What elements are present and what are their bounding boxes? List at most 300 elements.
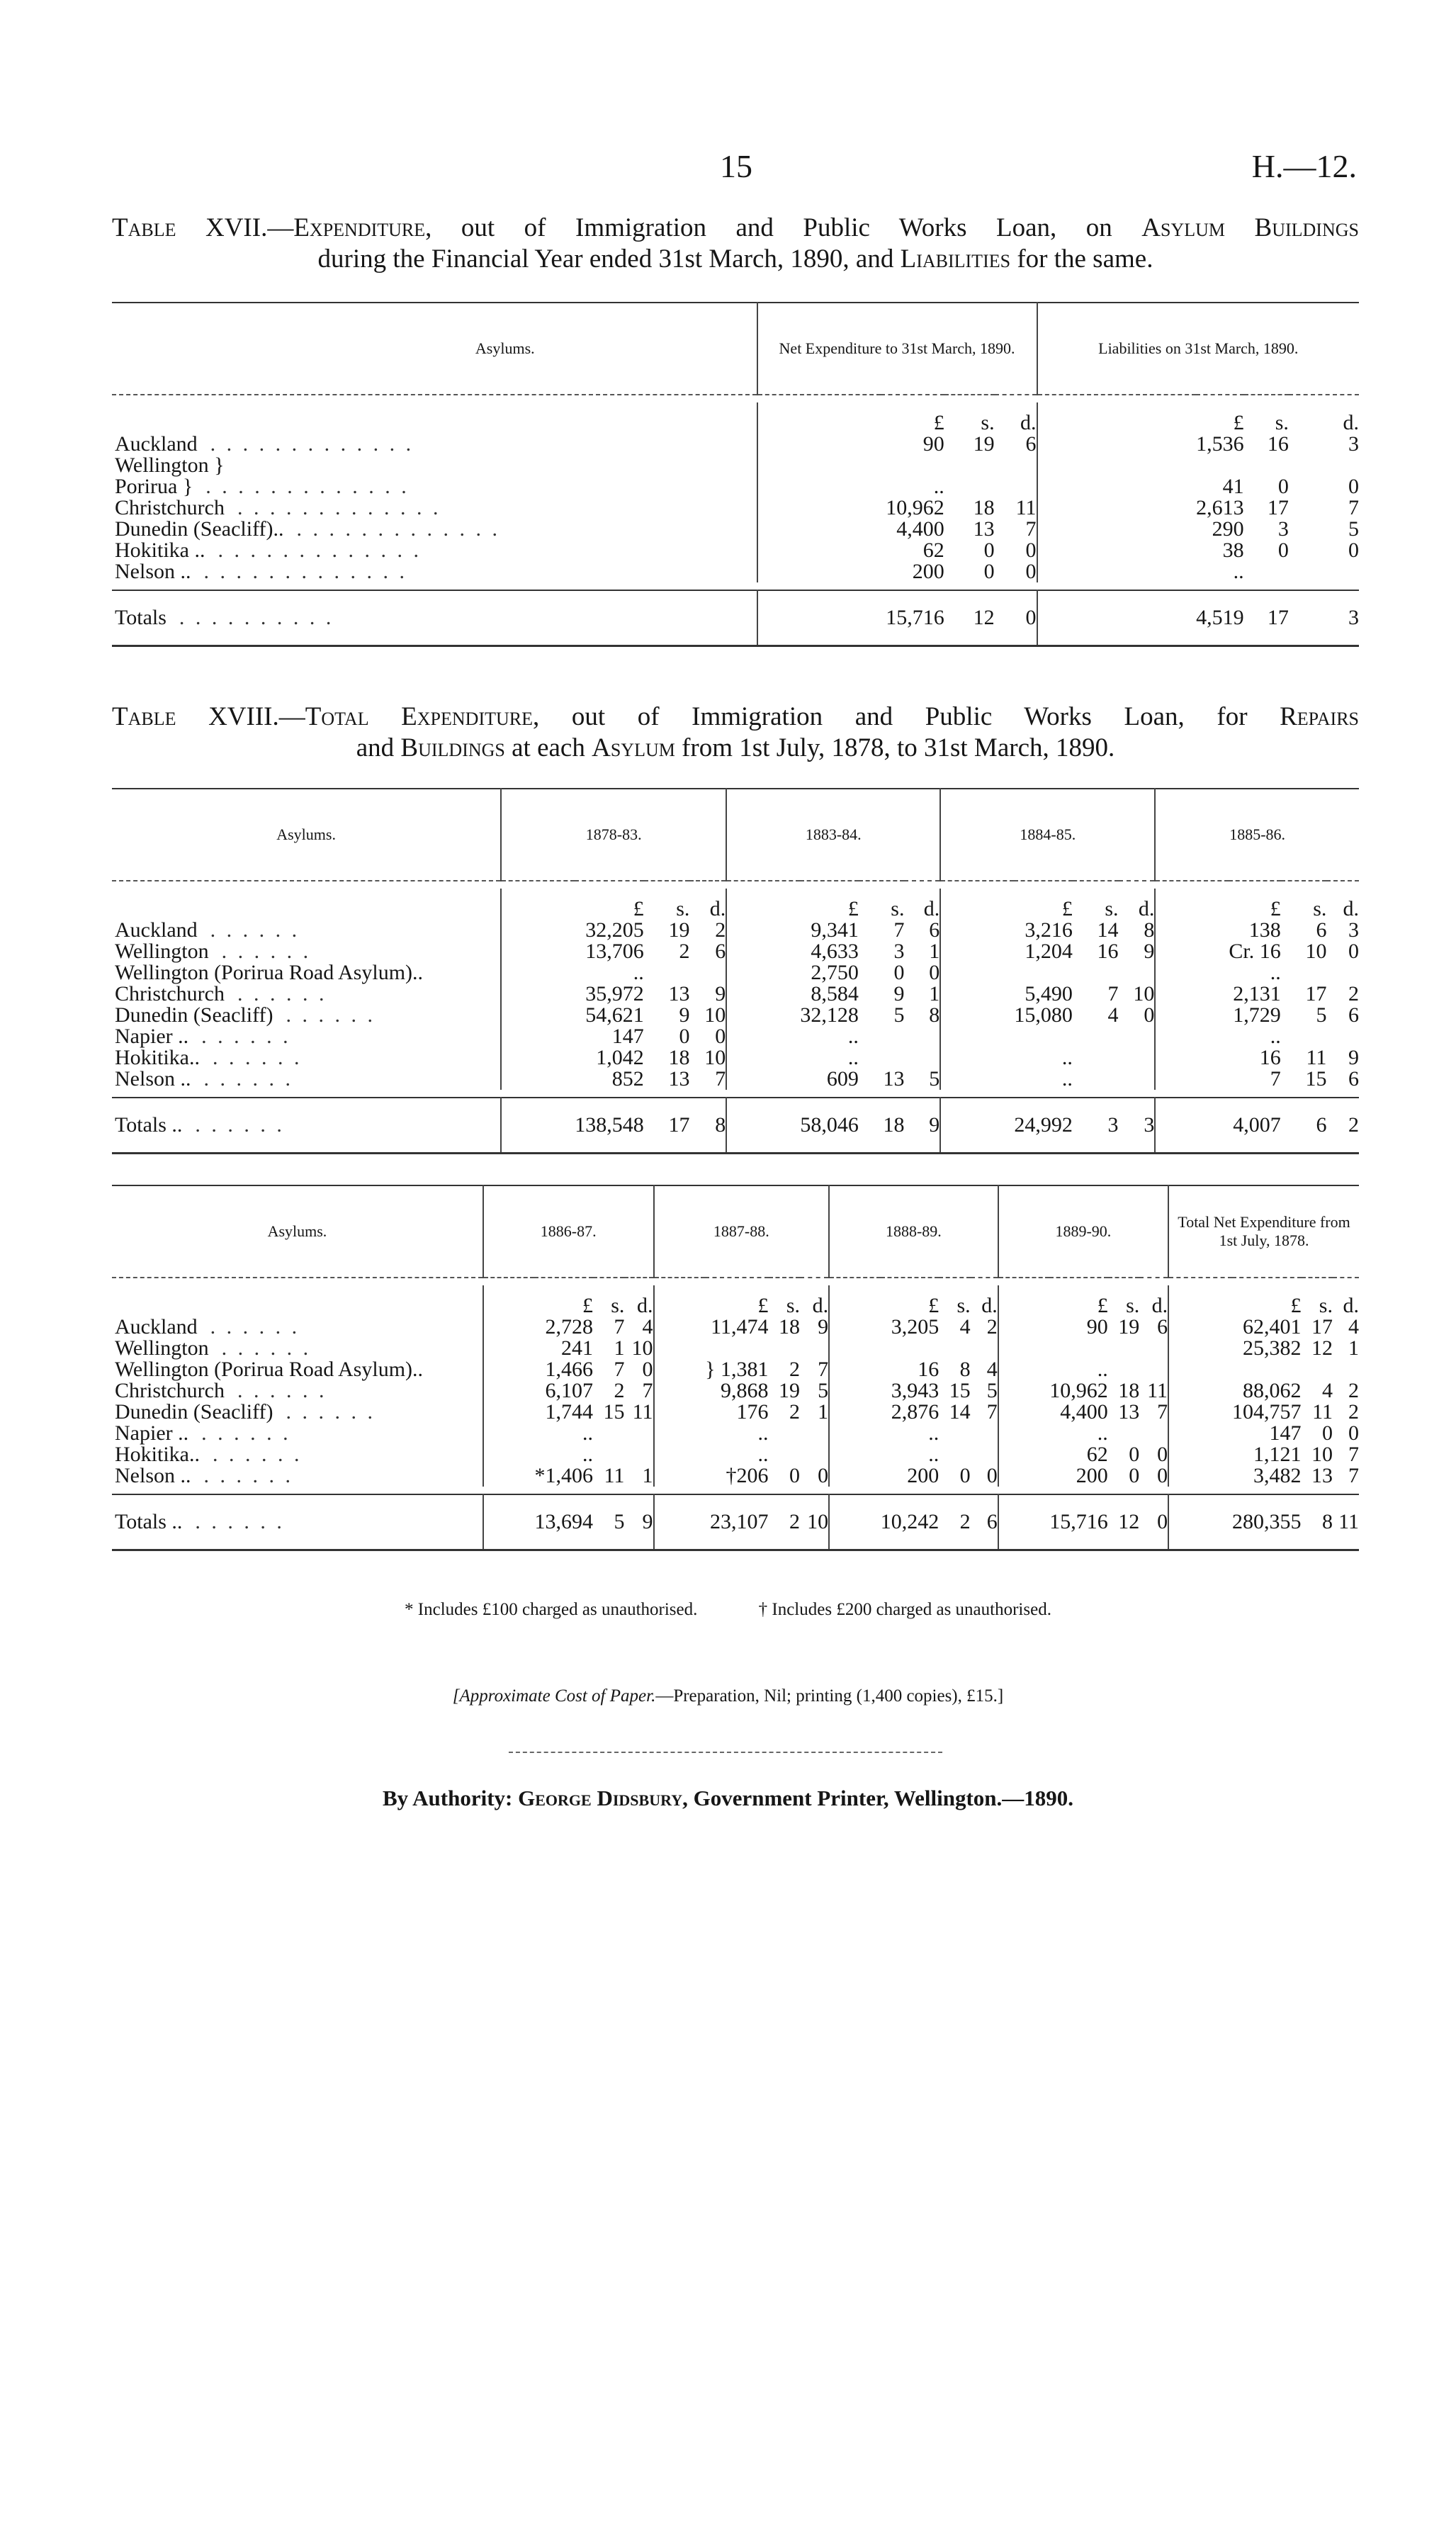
footnote-asterisk: * Includes £100 charged as unauthorised.	[405, 1600, 698, 1619]
table-row	[112, 434, 1359, 455]
totals-label: Totals .. . . . . . .	[115, 1113, 285, 1137]
amount-pence	[971, 1423, 998, 1444]
asylum-name: Auckland . . . . . .	[115, 918, 300, 942]
unit-shillings: s.	[1275, 411, 1289, 434]
amount-shillings	[1302, 1359, 1333, 1380]
amount-pounds: ..	[757, 1443, 769, 1466]
amount-pence: 0	[1157, 1443, 1168, 1466]
totals-row	[112, 1494, 1359, 1550]
amount-shillings: 17	[668, 1113, 690, 1137]
asylum-name: Christchurch . . . . . . . . . . . . .	[115, 496, 441, 519]
amount-pounds: 15,716	[886, 606, 944, 629]
amount-pounds: 32,128	[800, 1003, 859, 1027]
unit-shillings: s.	[676, 897, 690, 920]
amount-pence: 1	[818, 1400, 829, 1424]
unit-pence: d.	[1343, 411, 1359, 434]
footnote-dagger: † Includes £200 charged as unauthorised.	[758, 1600, 1051, 1619]
amount-shillings	[769, 1338, 800, 1359]
amount-pence: 8	[715, 1113, 726, 1137]
amount-pounds: ..	[928, 1421, 939, 1445]
asylum-name: Wellington (Porirua Road Asylum)..	[115, 961, 424, 984]
amount-pounds: 8,584	[811, 982, 859, 1005]
asylum-name: Porirua } . . . . . . . . . . . . .	[115, 475, 410, 498]
amount-shillings: 0	[1129, 1464, 1140, 1487]
amount-shillings: 10	[1311, 1443, 1333, 1466]
amount-pence	[800, 1423, 829, 1444]
amount-shillings: 6	[1316, 1113, 1327, 1137]
amount-pence: 7	[1348, 1464, 1359, 1487]
amount-pence	[800, 1444, 829, 1465]
table-row	[112, 455, 1359, 476]
table18-part1	[112, 788, 1359, 1154]
amount-pounds: 15,716	[1049, 1510, 1108, 1533]
amount-pence: 7	[986, 1400, 998, 1424]
amount-pounds: 200	[912, 560, 944, 583]
amount-pounds: 4,007	[1233, 1113, 1281, 1137]
table-row	[112, 1338, 1359, 1359]
table-row	[112, 962, 1359, 984]
amount-pounds: 4,519	[1196, 606, 1244, 629]
unit-shillings: s.	[1105, 897, 1119, 920]
asylum-name: Nelson .. . . . . . .	[115, 1067, 293, 1091]
table-row	[112, 1402, 1359, 1423]
amount-pence: 0	[929, 961, 940, 984]
amount-pounds: 3,205	[891, 1315, 939, 1339]
amount-shillings	[593, 1444, 624, 1465]
amount-shillings: 0	[789, 1464, 800, 1487]
table-row	[112, 476, 1359, 497]
amount-pounds: 5,490	[1025, 982, 1073, 1005]
amount-pence: 0	[1025, 560, 1037, 583]
unit-pounds: £	[582, 1294, 593, 1317]
amount-shillings	[1073, 1069, 1119, 1090]
amount-pence	[689, 962, 726, 984]
amount-shillings: 15	[1305, 1067, 1327, 1091]
amount-pounds: ..	[1270, 1025, 1281, 1048]
amount-shillings: 13	[883, 1067, 905, 1091]
header-period: 1888-89.	[829, 1185, 998, 1278]
amount-shillings	[1108, 1423, 1139, 1444]
amount-pounds: 54,621	[585, 1003, 644, 1027]
amount-pounds: 35,972	[585, 982, 644, 1005]
asylum-name: Hokitika.. . . . . . .	[115, 1443, 303, 1466]
amount-pounds: 1,536	[1196, 432, 1244, 456]
asylum-name: Hokitika .. . . . . . . . . . . . . .	[115, 539, 422, 562]
amount-pence	[971, 1338, 998, 1359]
amount-pence: 0	[715, 1025, 726, 1048]
header-period: 1885-86.	[1155, 789, 1359, 881]
amount-shillings: 0	[983, 560, 995, 583]
amount-pounds: 13,706	[585, 940, 644, 963]
amount-pounds: ..	[1270, 961, 1281, 984]
amount-pounds: ..	[1097, 1421, 1108, 1445]
unit-pounds: £	[928, 1294, 939, 1317]
asylum-name: Dunedin (Seacliff) . . . . . .	[115, 1400, 376, 1424]
amount-pence: 4	[642, 1315, 653, 1339]
amount-shillings: 1	[614, 1336, 625, 1360]
amount-pounds: 3,943	[891, 1379, 939, 1402]
amount-pence: 5	[1348, 517, 1359, 541]
amount-pounds: 241	[560, 1336, 593, 1360]
amount-pounds: 1,204	[1025, 940, 1073, 963]
amount-pence	[1139, 1423, 1168, 1444]
amount-pence: 6	[986, 1510, 998, 1533]
unit-pounds: £	[1097, 1294, 1108, 1317]
amount-pounds: } 1,381	[705, 1358, 769, 1381]
amount-shillings	[944, 476, 995, 497]
amount-pence: 6	[1025, 432, 1037, 456]
amount-pounds: ..	[1061, 1067, 1073, 1091]
amount-pence	[1119, 962, 1156, 984]
amount-shillings: 12	[973, 606, 995, 629]
unit-pence: d.	[812, 1294, 829, 1317]
asylum-name: Wellington (Porirua Road Asylum)..	[115, 1358, 424, 1381]
amount-pence: 8	[929, 1003, 940, 1027]
amount-pounds: 11,474	[711, 1315, 769, 1339]
unit-shillings: s.	[1319, 1294, 1333, 1317]
asylum-name: Napier .. . . . . . .	[115, 1421, 291, 1445]
header-asylums: Asylums.	[475, 339, 535, 357]
amount-pence: 6	[1348, 1067, 1359, 1091]
table-row	[112, 561, 1359, 582]
amount-pounds: 15,080	[1014, 1003, 1073, 1027]
amount-pence	[1139, 1338, 1168, 1359]
amount-shillings: 2	[789, 1358, 800, 1381]
amount-shillings: 5	[614, 1510, 625, 1533]
amount-pounds: 16	[1259, 1046, 1281, 1069]
unit-shillings: s.	[956, 1294, 971, 1317]
amount-shillings: 19	[1118, 1315, 1140, 1339]
amount-pounds: 90	[922, 432, 944, 456]
unit-pence: d.	[637, 1294, 653, 1317]
amount-pence: 9	[929, 1113, 940, 1137]
amount-pounds: 13,694	[534, 1510, 593, 1533]
amount-shillings: 11	[1312, 1400, 1333, 1424]
unit-shillings: s.	[786, 1294, 800, 1317]
amount-pounds: 147	[611, 1025, 644, 1048]
amount-pence	[1119, 1026, 1156, 1047]
amount-shillings	[644, 962, 690, 984]
amount-pounds: ..	[757, 1421, 769, 1445]
amount-shillings	[1108, 1338, 1139, 1359]
amount-pounds: 62	[922, 539, 944, 562]
amount-pounds: 290	[1212, 517, 1244, 541]
header-liabilities: Liabilities on 31st March, 1890.	[1037, 303, 1359, 395]
amount-pence: 0	[1157, 1510, 1168, 1533]
table-row	[112, 941, 1359, 962]
amount-pounds: ..	[847, 1025, 859, 1048]
amount-pounds	[881, 455, 944, 476]
asylum-name: Auckland . . . . . .	[115, 1315, 300, 1339]
amount-pounds: 1,744	[545, 1400, 593, 1424]
unit-pounds: £	[933, 411, 944, 434]
amount-pence: 9	[642, 1510, 653, 1533]
amount-pounds: ..	[633, 961, 644, 984]
amount-pounds: 88,062	[1243, 1379, 1302, 1402]
amount-shillings: 0	[1277, 539, 1289, 562]
amount-pounds: 609	[826, 1067, 859, 1091]
asylum-name: Wellington . . . . . .	[115, 940, 312, 963]
amount-pence: 2	[986, 1315, 998, 1339]
table-row	[112, 1005, 1359, 1026]
amount-shillings: 12	[1118, 1510, 1140, 1533]
amount-shillings: 18	[973, 496, 995, 519]
amount-shillings: 16	[1097, 940, 1119, 963]
amount-pounds: 25,382	[1243, 1336, 1302, 1360]
unit-pence: d.	[1343, 897, 1359, 920]
amount-pounds: ..	[1061, 1046, 1073, 1069]
amount-shillings	[859, 1026, 905, 1047]
amount-pounds: 9,341	[811, 918, 859, 942]
amount-pence	[1119, 1069, 1156, 1090]
amount-shillings: 18	[779, 1315, 800, 1339]
amount-pence: 6	[715, 940, 726, 963]
amount-shillings: 17	[1305, 982, 1327, 1005]
amount-pounds: 280,355	[1232, 1510, 1302, 1533]
amount-shillings: 18	[883, 1113, 905, 1137]
asylum-name: Nelson .. . . . . . . . . . . . . .	[115, 560, 407, 583]
amount-shillings: 0	[983, 539, 995, 562]
amount-pounds: 10,242	[880, 1510, 939, 1533]
header-period: 1884-85.	[940, 789, 1155, 881]
amount-pence: 11	[1338, 1510, 1359, 1533]
amount-shillings: 14	[949, 1400, 971, 1424]
amount-pence: 0	[1348, 475, 1359, 498]
amount-shillings: 8	[959, 1358, 971, 1381]
table17-label: Table XVII.	[112, 213, 268, 242]
amount-pence: 7	[1157, 1400, 1168, 1424]
asylum-name: Wellington . . . . . .	[115, 1336, 312, 1360]
amount-shillings: 11	[604, 1464, 625, 1487]
table-row	[112, 1026, 1359, 1047]
table-row	[112, 1380, 1359, 1402]
amount-shillings	[944, 455, 995, 476]
amount-pence: 4	[986, 1358, 998, 1381]
amount-shillings	[769, 1423, 800, 1444]
amount-shillings: 13	[668, 982, 690, 1005]
amount-pounds: 852	[611, 1067, 644, 1091]
amount-pence	[904, 1047, 940, 1069]
amount-pounds: 200	[1076, 1464, 1108, 1487]
amount-pence: 7	[818, 1358, 829, 1381]
amount-pounds: 10,962	[1049, 1379, 1108, 1402]
amount-pence: 2	[1348, 1113, 1359, 1137]
printer-authority: By Authority: George Didsbury, Government Printer, Wellington.—1890.	[382, 1786, 1074, 1810]
unit-pence: d.	[1138, 897, 1155, 920]
unit-pence: d.	[981, 1294, 998, 1317]
amount-pence	[800, 1338, 829, 1359]
amount-pounds: 58,046	[800, 1113, 859, 1137]
amount-shillings: 17	[1267, 496, 1289, 519]
amount-shillings: 7	[614, 1358, 625, 1381]
amount-pounds: 1,729	[1233, 1003, 1281, 1027]
amount-shillings: 17	[1311, 1315, 1333, 1339]
asylum-name: Nelson .. . . . . . .	[115, 1464, 293, 1487]
amount-pounds: ..	[847, 1046, 859, 1069]
table18-label: Table XVIII.	[112, 702, 279, 731]
amount-pounds: 2,876	[891, 1400, 939, 1424]
unit-shillings: s.	[1313, 897, 1327, 920]
amount-pence: 0	[1157, 1464, 1168, 1487]
unit-pounds: £	[633, 897, 644, 920]
asylum-name: Dunedin (Seacliff) . . . . . .	[115, 1003, 376, 1027]
amount-pence	[624, 1444, 653, 1465]
table-row	[112, 540, 1359, 561]
amount-pounds: 1,466	[545, 1358, 593, 1381]
amount-pounds: 38	[1222, 539, 1244, 562]
unit-pounds: £	[757, 1294, 769, 1317]
amount-pence: 9	[818, 1315, 829, 1339]
amount-shillings: 13	[1118, 1400, 1140, 1424]
amount-pence: 0	[1025, 539, 1037, 562]
amount-pence	[995, 476, 1037, 497]
amount-pounds: Cr. 16	[1229, 940, 1281, 963]
amount-shillings: 5	[1316, 1003, 1327, 1027]
table18-title: Table XVIII.—Total Expenditure, out of Immigration and Public Works Loan, for Repairs and Buildings at each Asylum from 1st July, 1878, to 31st March, 1890.	[112, 702, 1359, 762]
amount-pounds: 7	[1270, 1067, 1281, 1091]
amount-pence: 7	[642, 1379, 653, 1402]
amount-pence: 7	[715, 1067, 726, 1091]
amount-pounds: 4,633	[811, 940, 859, 963]
amount-pounds	[881, 1338, 939, 1359]
amount-shillings: 2	[679, 940, 690, 963]
amount-pounds: 1,121	[1253, 1443, 1302, 1466]
asylum-name: Christchurch . . . . . .	[115, 1379, 327, 1402]
amount-pounds: 23,107	[710, 1510, 769, 1533]
amount-pounds: ..	[1097, 1358, 1108, 1381]
amount-pounds: 147	[1269, 1421, 1302, 1445]
amount-shillings: 0	[959, 1464, 971, 1487]
amount-shillings	[1108, 1359, 1139, 1380]
amount-pounds: 3,216	[1025, 918, 1073, 942]
cost-of-paper: [Approximate Cost of Paper.—Preparation, Nil; printing (1,400 copies), £15.]	[452, 1686, 1004, 1706]
amount-pounds: ..	[582, 1443, 593, 1466]
amount-pounds: 2,613	[1196, 496, 1244, 519]
amount-shillings: 8	[1321, 1510, 1333, 1533]
amount-shillings: 4	[1321, 1379, 1333, 1402]
amount-shillings: 3	[893, 940, 905, 963]
amount-shillings	[939, 1423, 970, 1444]
amount-pence: 0	[986, 1464, 998, 1487]
amount-pence: 9	[1348, 1046, 1359, 1069]
amount-pounds: 2,728	[545, 1315, 593, 1339]
amount-pence: 10	[704, 1046, 726, 1069]
amount-pence: 9	[1144, 940, 1155, 963]
amount-pence	[904, 1026, 940, 1047]
asylum-name: Hokitika.. . . . . . .	[115, 1046, 303, 1069]
header-period: 1887-88.	[654, 1185, 830, 1278]
unit-shillings: s.	[891, 897, 905, 920]
amount-shillings: 3	[1107, 1113, 1119, 1137]
unit-shillings: s.	[981, 411, 995, 434]
amount-pounds: 4,400	[896, 517, 944, 541]
unit-pounds: £	[1233, 411, 1244, 434]
amount-pence: 7	[1348, 496, 1359, 519]
amount-pence: 10	[704, 1003, 726, 1027]
amount-pence: 3	[1348, 918, 1359, 942]
amount-pounds	[1049, 1338, 1108, 1359]
amount-pence	[1139, 1359, 1168, 1380]
amount-shillings	[769, 1444, 800, 1465]
amount-shillings	[1244, 561, 1289, 582]
amount-pence: 3	[1348, 606, 1359, 629]
amount-shillings: 7	[893, 918, 905, 942]
asylum-name: Auckland . . . . . . . . . . . . .	[115, 432, 414, 456]
amount-shillings: 2	[789, 1400, 800, 1424]
table-row	[112, 1359, 1359, 1380]
amount-pounds: 24,992	[1014, 1113, 1073, 1137]
amount-pounds: 200	[907, 1464, 939, 1487]
amount-pounds: ..	[928, 1443, 939, 1466]
amount-pence: 2	[1348, 982, 1359, 1005]
amount-pence	[1119, 1047, 1156, 1069]
amount-pence: 5	[929, 1067, 940, 1091]
amount-pounds: *1,406	[534, 1464, 593, 1487]
amount-pence: 6	[1157, 1315, 1168, 1339]
unit-shillings: s.	[611, 1294, 625, 1317]
asylum-name: Dunedin (Seacliff).. . . . . . . . . . . . . .	[115, 517, 501, 541]
footnotes	[0, 1600, 1456, 1620]
amount-pounds	[1014, 1026, 1073, 1047]
amount-shillings: 11	[1306, 1046, 1327, 1069]
amount-shillings: 16	[1267, 432, 1289, 456]
amount-shillings: 2	[959, 1510, 971, 1533]
asylum-name: Wellington }	[115, 453, 225, 477]
amount-pounds: 9,868	[721, 1379, 769, 1402]
amount-shillings	[859, 1047, 905, 1069]
amount-shillings: 19	[779, 1379, 800, 1402]
amount-pounds	[705, 1338, 768, 1359]
amount-pence	[971, 1444, 998, 1465]
amount-shillings	[1073, 1026, 1119, 1047]
amount-pounds: 1,042	[596, 1046, 644, 1069]
totals-row	[112, 590, 1359, 646]
amount-shillings: 2	[614, 1379, 625, 1402]
amount-shillings: 13	[973, 517, 995, 541]
amount-pence	[1326, 962, 1359, 984]
header-period: 1889-90.	[998, 1185, 1168, 1278]
amount-pounds	[1196, 455, 1244, 476]
table-row	[112, 1465, 1359, 1487]
amount-pence: 11	[1147, 1379, 1168, 1402]
table-row	[112, 984, 1359, 1005]
table-row	[112, 1423, 1359, 1444]
amount-pounds: 10,962	[886, 496, 944, 519]
amount-shillings: 0	[893, 961, 905, 984]
unit-pence: d.	[1343, 1294, 1359, 1317]
amount-pence: 0	[1348, 940, 1359, 963]
asylum-name: Christchurch . . . . . .	[115, 982, 327, 1005]
amount-pounds: 41	[1222, 475, 1244, 498]
unit-pence: d.	[1020, 411, 1037, 434]
amount-shillings: 9	[679, 1003, 690, 1027]
amount-shillings: 7	[1107, 982, 1119, 1005]
amount-shillings: 17	[1267, 606, 1289, 629]
amount-pence: 10	[807, 1510, 829, 1533]
amount-pence	[1326, 1026, 1359, 1047]
table17	[112, 302, 1359, 647]
amount-shillings: 18	[1118, 1379, 1140, 1402]
table-row	[112, 1047, 1359, 1069]
header-period: 1883-84.	[726, 789, 940, 881]
amount-shillings: 0	[1277, 475, 1289, 498]
amount-pounds: †206	[726, 1464, 769, 1487]
amount-pounds: 3,482	[1253, 1464, 1302, 1487]
amount-pence	[995, 455, 1037, 476]
header-period: Total Net Expenditure from 1st July, 1878.	[1168, 1185, 1359, 1278]
table-row	[112, 519, 1359, 540]
amount-pence: 4	[1348, 1315, 1359, 1339]
